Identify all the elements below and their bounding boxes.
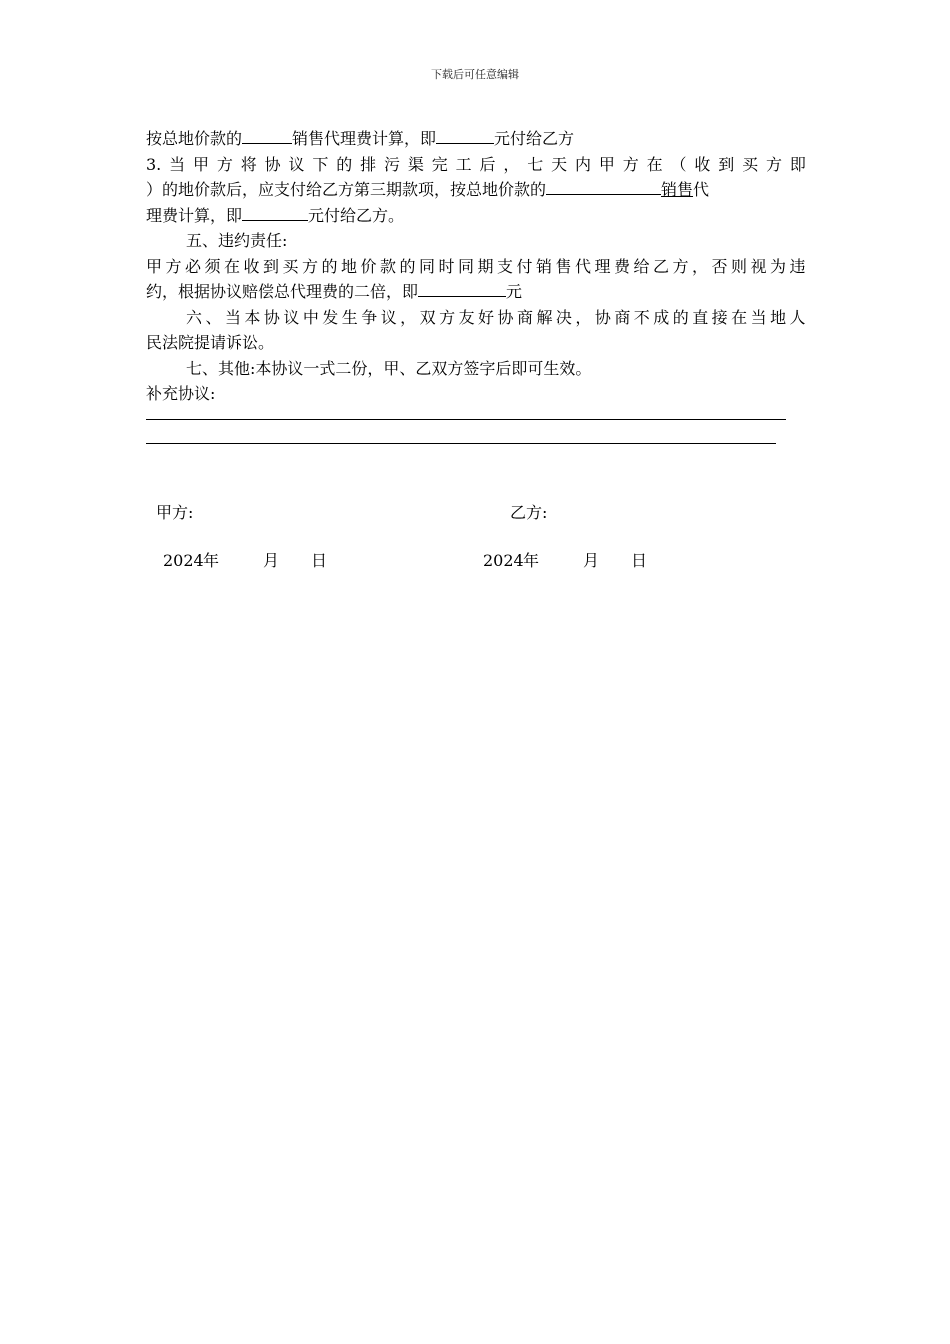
date-a-month: 月: [263, 551, 280, 570]
text-char: 商: [516, 307, 533, 327]
text-char: 当: [169, 154, 186, 174]
text-char: 争: [361, 307, 378, 327]
text-char: 付: [516, 256, 533, 276]
text-char: 的: [672, 307, 689, 327]
text-char: 当: [750, 307, 767, 327]
text-char: 商: [614, 307, 631, 327]
text-char: 排: [360, 154, 377, 174]
text-char: 否: [711, 256, 728, 276]
payment-clause-3-continuation: ）的地价款后，应支付给乙方第三期款项，按总地价款的 销售代: [146, 177, 806, 203]
text-char: 内: [575, 154, 592, 174]
text-char: 买: [742, 154, 759, 174]
text-char: 的: [321, 256, 338, 276]
text-char: 时: [438, 256, 455, 276]
text-char: 在: [646, 154, 663, 174]
section-6-line-2: 民法院提请诉讼。: [146, 333, 275, 352]
text-char: 直: [692, 307, 709, 327]
text-char: 支: [497, 256, 514, 276]
date-b-year: 2024: [483, 551, 524, 570]
text-char: 销: [536, 256, 553, 276]
section-5-title: 五、违约责任:: [186, 231, 288, 250]
amount-blank-3: [242, 203, 308, 221]
text-char: 同: [419, 256, 436, 276]
text-char: 同: [458, 256, 475, 276]
date-a-year-unit: 年: [203, 551, 220, 570]
text-char: 违: [789, 256, 806, 276]
text-char: 后: [479, 154, 496, 174]
text-char: 费: [614, 256, 631, 276]
party-a-date: [163, 548, 327, 571]
percent-blank-1: [242, 126, 292, 144]
date-b-day: 日: [631, 551, 648, 570]
text-char: 友: [458, 307, 475, 327]
text-char: 当: [224, 307, 241, 327]
text-char: 在: [731, 307, 748, 327]
text-char: 售: [555, 256, 572, 276]
text-char: 到: [263, 256, 280, 276]
supplement-line-1: [146, 419, 786, 420]
text-char: ，: [692, 256, 709, 276]
text-char: 六: [186, 307, 203, 327]
section-7: 七、其他:本协议一式二份，甲、乙双方签字后即可生效。: [186, 358, 592, 378]
agreement-body: [146, 126, 806, 407]
text-char: 发: [322, 307, 339, 327]
text-char: 到: [718, 154, 735, 174]
text-char: 在: [224, 256, 241, 276]
text-char: 甲: [193, 154, 210, 174]
text-char: 天: [551, 154, 568, 174]
text-char: 买: [282, 256, 299, 276]
text-char: 方: [439, 307, 456, 327]
text-char: 收: [694, 154, 711, 174]
text-char: 议: [288, 154, 305, 174]
section-5-line-1: [146, 254, 806, 280]
text-char: 完: [431, 154, 448, 174]
text-char: （: [670, 154, 687, 174]
text-char: 人: [789, 307, 806, 327]
text-char: ，: [503, 154, 520, 174]
penalty-amount-blank: [418, 279, 506, 297]
text-char: 本: [244, 307, 261, 327]
text-char: 下: [312, 154, 329, 174]
percent-blank-3: [546, 177, 661, 195]
text-char: 给: [633, 256, 650, 276]
supplement-label: 补充协议:: [146, 384, 216, 403]
text-char: 方: [766, 154, 783, 174]
payment-clause-3-end: 理费计算，即 元付给乙方。: [146, 203, 806, 229]
date-b-year-unit: 年: [523, 551, 540, 570]
text-char: 期: [477, 256, 494, 276]
party-a-label: 甲方:: [156, 503, 194, 522]
text-char: 视: [750, 256, 767, 276]
text-char: 必: [185, 256, 202, 276]
text-char: ，: [575, 307, 592, 327]
text-char: 的: [399, 256, 416, 276]
text-char: 方: [302, 256, 319, 276]
text-char: 即: [789, 154, 806, 174]
text-char: 、: [205, 307, 222, 327]
text-char: 不: [633, 307, 650, 327]
text-char: 甲: [146, 256, 163, 276]
text-char: 七: [527, 154, 544, 174]
text-char: 双: [419, 307, 436, 327]
text-char: 则: [731, 256, 748, 276]
text-char: 生: [341, 307, 358, 327]
text-char: 议: [283, 307, 300, 327]
text-char: 须: [204, 256, 221, 276]
text-char: 价: [360, 256, 377, 276]
text-char: 方: [216, 154, 233, 174]
text-char: 方: [165, 256, 182, 276]
text-char: 污: [384, 154, 401, 174]
text-char: 决: [555, 307, 572, 327]
text-char: 理: [594, 256, 611, 276]
text-char: 渠: [407, 154, 424, 174]
text-char: 接: [711, 307, 728, 327]
payment-clause-3-line: [146, 152, 806, 178]
text-char: 协: [264, 154, 281, 174]
text-char: 款: [380, 256, 397, 276]
text-char: 代: [575, 256, 592, 276]
text-char: 的: [336, 154, 353, 174]
date-b-month: 月: [583, 551, 600, 570]
payment-line-1: 按总地价款的 销售代理费计算，即 元付给乙方: [146, 126, 806, 152]
party-b-date: [483, 548, 647, 571]
text-char: 协: [594, 307, 611, 327]
text-char: 解: [536, 307, 553, 327]
text-char: ，: [400, 307, 417, 327]
text-char: 甲: [598, 154, 615, 174]
header-note: 下载后可任意编辑: [431, 68, 519, 81]
text-char: 成: [653, 307, 670, 327]
text-char: 将: [240, 154, 257, 174]
text-char: 协: [497, 307, 514, 327]
text-char: 协: [263, 307, 280, 327]
text-char: 为: [770, 256, 787, 276]
section-6-line-1: [146, 305, 806, 331]
section-5-line-2: 约，根据协议赔偿总代理费的二倍，即 元: [146, 279, 806, 305]
text-char: 3.: [146, 154, 162, 174]
text-char: 收: [243, 256, 260, 276]
text-char: 乙: [653, 256, 670, 276]
text-char: 地: [341, 256, 358, 276]
text-char: 地: [770, 307, 787, 327]
date-a-day: 日: [311, 551, 328, 570]
date-a-year: 2024: [163, 551, 204, 570]
text-char: 议: [380, 307, 397, 327]
party-b-label: 乙方:: [510, 503, 548, 522]
supplement-line-2: [146, 443, 776, 444]
text-char: 好: [478, 307, 495, 327]
text-char: 工: [455, 154, 472, 174]
amount-blank-1: [436, 126, 494, 144]
text-char: 方: [622, 154, 639, 174]
text-char: 中: [302, 307, 319, 327]
text-char: 方: [672, 256, 689, 276]
